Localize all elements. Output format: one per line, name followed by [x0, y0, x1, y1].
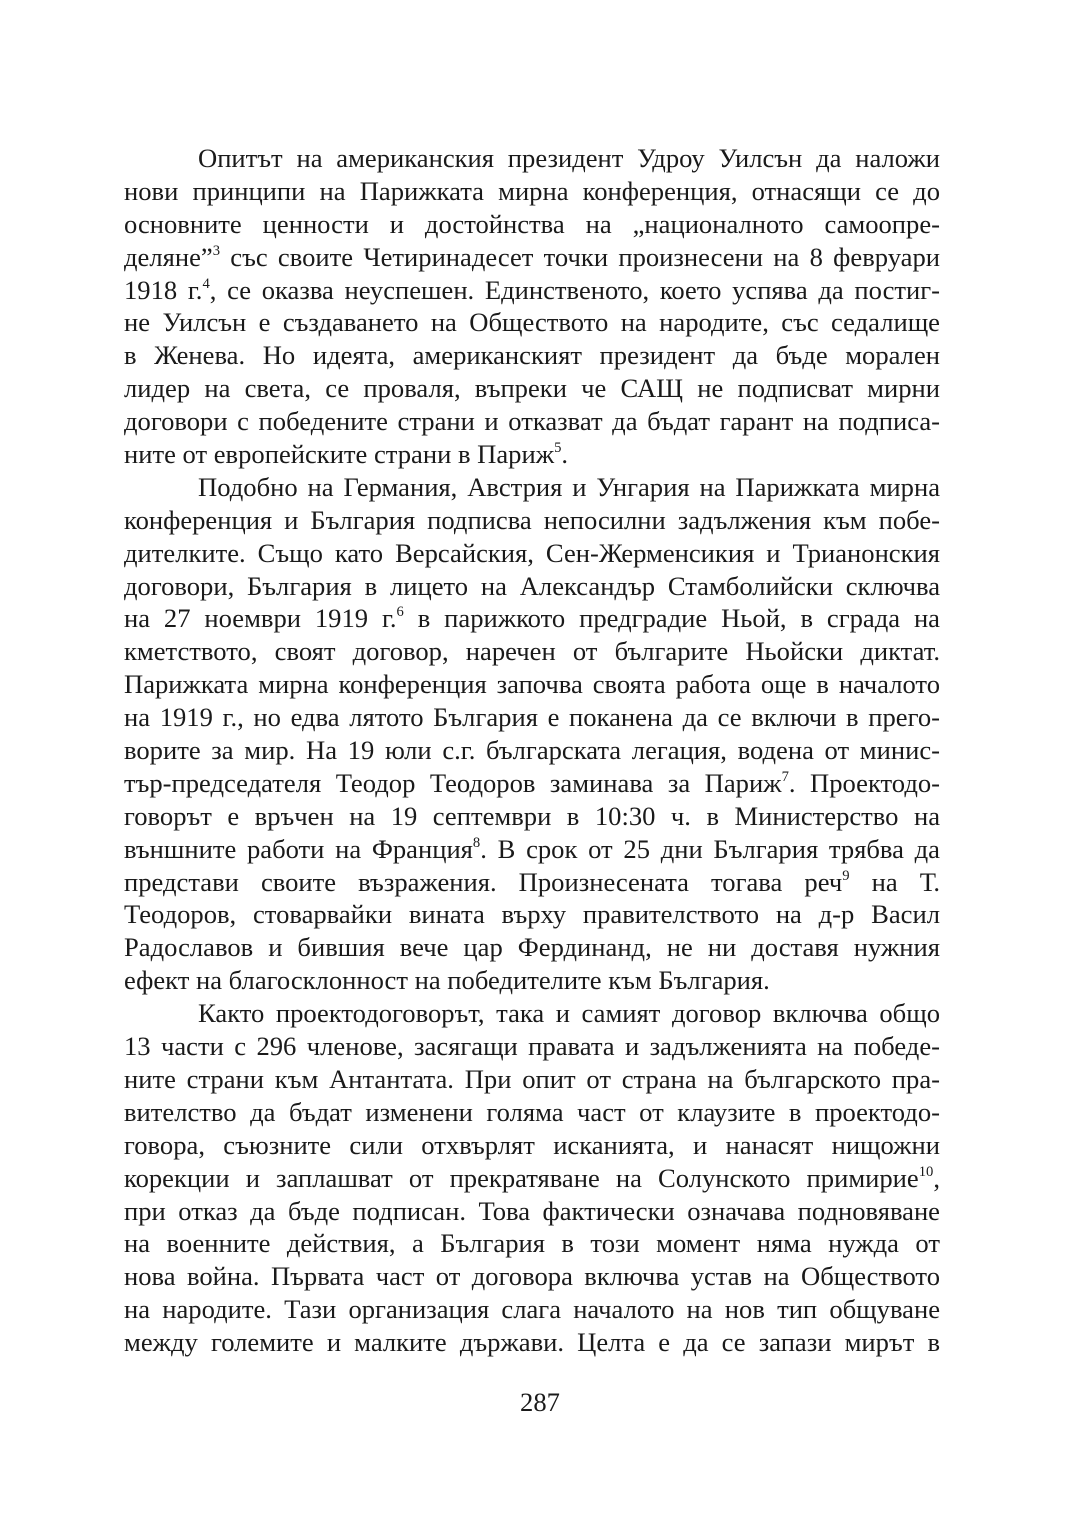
text-line: [124, 372, 940, 405]
text-run: кметството, своят договор, наречен от българите Ньойски диктат.: [124, 636, 940, 667]
text-run: Теодоров, стоварвайки вината върху правителството на д-р Васил: [124, 899, 940, 930]
text-line: [124, 1293, 940, 1326]
text-run: , се оказва неуспешен. Единственото, което успява да постиг-: [209, 274, 940, 305]
text-run: в Женева. Но идеята, американският президент да бъде морален: [124, 340, 940, 371]
text-run: конференция и България подписва непосилни задължения към побе-: [124, 504, 940, 535]
text-run: не Уилсън е създаването на Обществото на народите, със седалище: [124, 307, 940, 338]
text-run: нови принципи на Парижката мирна конференция, отнасящи се до: [124, 175, 940, 206]
body-text: [124, 142, 940, 1359]
text-line: [124, 438, 940, 471]
text-line: [124, 570, 940, 603]
text-run: ефект на благосклонност на победителите към България.: [124, 965, 770, 996]
footnote-marker: 6: [396, 604, 404, 621]
text-line: [124, 1030, 940, 1063]
page-number: 287: [520, 1387, 560, 1417]
text-run: в парижкото предградие Ньой, в сграда на: [403, 603, 940, 634]
text-run: на народите. Тази организация слага началото на нов тип общуване: [124, 1294, 940, 1325]
text-line: [124, 800, 940, 833]
text-run: ворите за мир. На 19 юли с.г. българската легация, водена от минис-: [124, 735, 940, 766]
text-run: договори, България в лицето на Александър Стамболийски сключва: [124, 570, 940, 601]
text-run: Опитът на американския президент Удроу Уилсън да наложи: [198, 143, 940, 173]
text-line: [124, 339, 940, 372]
text-run: корекции и заплашват от прекратяване на Солунското примирие: [124, 1162, 919, 1193]
footnote-marker: 5: [554, 440, 562, 457]
footnote-marker: 10: [918, 1163, 934, 1180]
text-run: при отказ да бъде подписан. Това фактически означава подновяване: [124, 1195, 940, 1226]
text-run: ните от европейските страни в Париж: [124, 439, 555, 470]
text-line: [124, 504, 940, 537]
text-run: Както проектодоговорът, така и самият договор включва общо: [198, 998, 940, 1029]
text-line: [124, 734, 940, 767]
text-run: . В срок от 25 дни България трябва да: [480, 833, 940, 864]
paragraph: [124, 142, 940, 471]
text-line: [124, 668, 940, 701]
footnote-marker: 4: [202, 275, 210, 292]
text-line: [124, 306, 940, 339]
text-line: [124, 997, 940, 1030]
text-line: [124, 1326, 940, 1359]
footnote-marker: 8: [472, 834, 481, 851]
text-line: [124, 964, 940, 997]
text-run: тър-председателя Теодор Теодоров заминава за Париж: [124, 767, 782, 798]
text-run: между големите и малките държави. Целта е да се запази мирът в: [124, 1327, 940, 1358]
text-line: [124, 1260, 940, 1293]
text-run: външните работи на Франция: [124, 833, 473, 864]
text-line: [124, 701, 940, 734]
text-line: [124, 866, 940, 899]
text-run: със своите Четиринадесет точки произнесени на 8 февруари: [220, 241, 940, 272]
paragraph: [124, 471, 940, 997]
text-run: ,: [933, 1162, 940, 1193]
text-run: Подобно на Германия, Австрия и Унгария на Парижката мирна: [198, 471, 940, 502]
text-line: [124, 1195, 940, 1228]
text-line: [124, 833, 940, 866]
footnote-marker: 9: [842, 867, 850, 884]
text-line: [124, 274, 940, 307]
text-run: представи своите възражения. Произнесената тогава реч: [124, 866, 843, 897]
text-run: основните ценности и достойнства на „националното самоопре-: [124, 208, 940, 239]
text-run: на 27 ноември 1919 г.: [124, 603, 397, 634]
text-run: на военните действия, а България в този момент няма нужда от: [124, 1228, 940, 1259]
text-line: [124, 1096, 940, 1129]
text-run: на 1919 г., но едва лятото България е поканена да се включи в прего-: [124, 702, 940, 733]
text-run: деляне”: [124, 241, 213, 272]
paragraph: [124, 997, 940, 1359]
text-line: [124, 602, 940, 635]
text-line: [124, 471, 940, 504]
text-line: [124, 1129, 940, 1162]
text-line: [124, 241, 940, 274]
text-line: [124, 1227, 940, 1260]
text-run: 13 части с 296 членове, засягащи правата и задълженията на победе-: [124, 1031, 940, 1062]
text-run: ните страни към Антантата. При опит от страна на българското пра-: [124, 1063, 940, 1094]
text-run: говора, съюзните сили отхвърлят исканията, и нанасят нищожни: [124, 1129, 940, 1160]
text-run: на Т.: [849, 866, 940, 897]
text-line: [124, 1162, 940, 1195]
text-run: .: [561, 439, 569, 470]
text-run: лидер на света, се проваля, въпреки че САЩ не подписват мирни: [124, 373, 940, 404]
text-run: Радославов и бившия вече цар Фердинанд, не ни доставя нужния: [124, 932, 940, 963]
text-run: говорът е връчен на 19 септември в 10:30 ч. в Министерство на: [124, 800, 940, 831]
text-line: [124, 1063, 940, 1096]
text-run: 1918 г.: [124, 274, 203, 305]
text-run: договори с победените страни и отказват да бъдат гарант на подписа-: [124, 406, 940, 437]
text-run: вителство да бъдат изменени голяма част от клаузите в проектодо-: [124, 1096, 940, 1127]
text-line: [124, 537, 940, 570]
text-run: дителките. Също като Версайския, Сен-Жерменсикия и Трианонския: [124, 537, 940, 568]
text-line: [124, 142, 940, 175]
text-run: Парижката мирна конференция започва своята работа още в началото: [124, 669, 940, 700]
text-line: [124, 208, 940, 241]
text-run: нова война. Първата част от договора включва устав на Обществото: [124, 1261, 940, 1292]
text-line: [124, 898, 940, 931]
footnote-marker: 7: [781, 768, 789, 785]
text-line: [124, 405, 940, 438]
text-line: [124, 175, 940, 208]
text-line: [124, 931, 940, 964]
text-line: [124, 767, 940, 800]
text-run: . Проектодо-: [788, 767, 941, 798]
footnote-marker: 3: [212, 242, 220, 259]
text-line: [124, 635, 940, 668]
